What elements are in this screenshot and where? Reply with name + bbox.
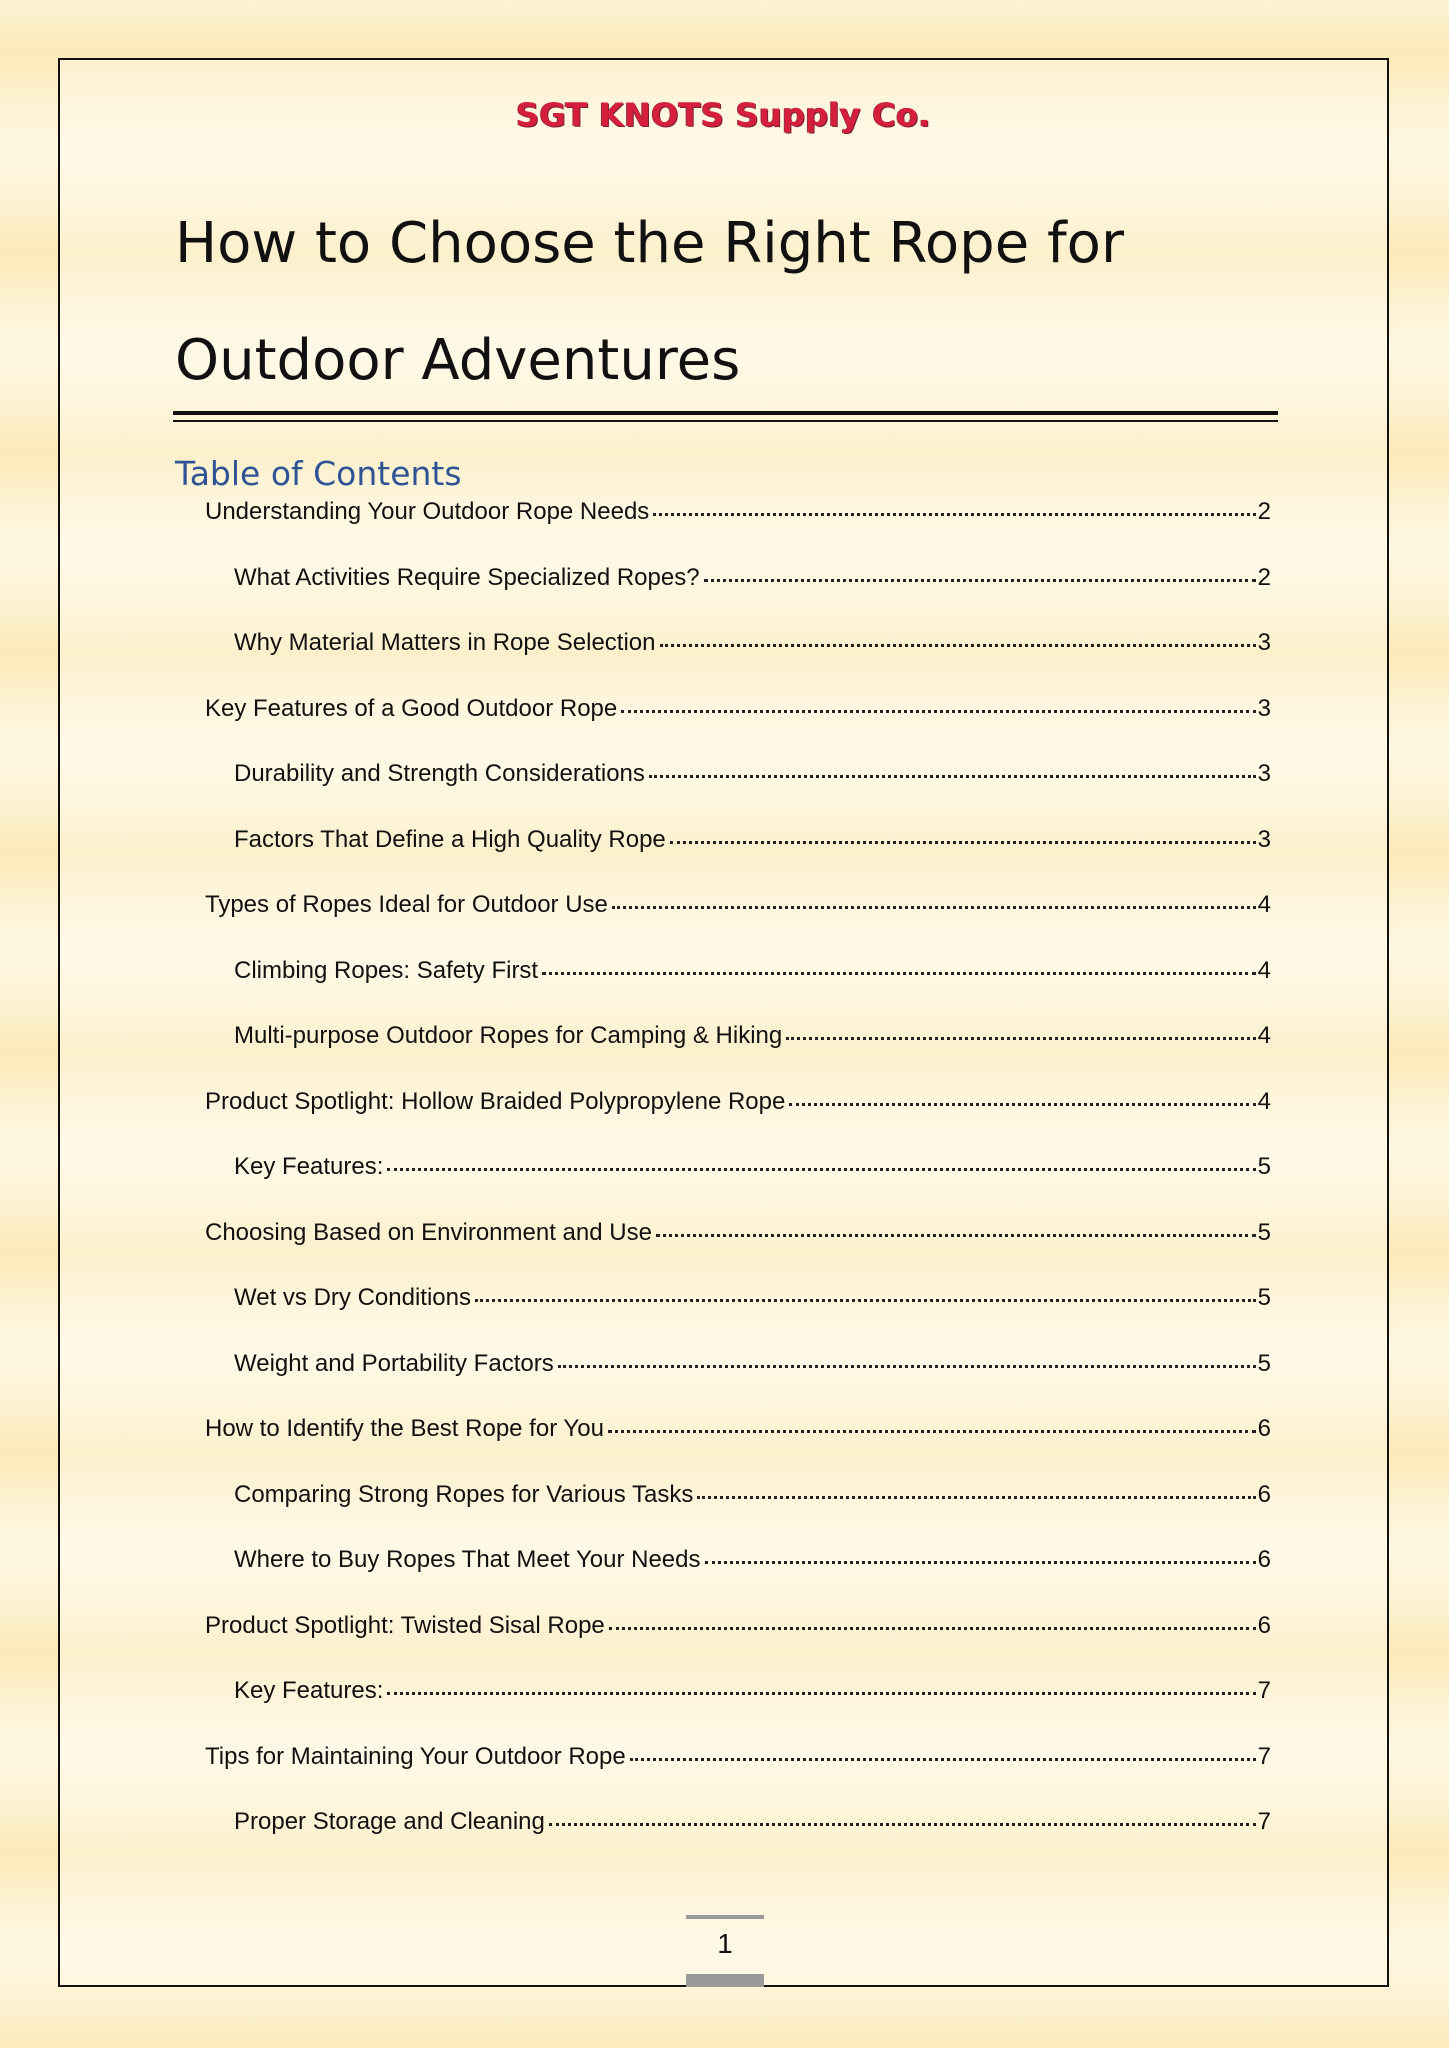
toc-entry-page: 5 [1257, 1218, 1271, 1246]
toc-entry[interactable] [205, 1086, 1271, 1126]
toc-dot-leader [697, 1476, 1255, 1499]
toc-entry-title: Key Features of a Good Outdoor Rope [205, 694, 618, 722]
toc-entry[interactable] [234, 627, 1271, 667]
toc-entry[interactable] [234, 758, 1271, 798]
toc-entry[interactable] [205, 1217, 1271, 1257]
footer-line [686, 1915, 764, 1919]
toc-entry-page: 4 [1257, 1022, 1271, 1049]
toc-entry-page: 5 [1257, 1153, 1271, 1180]
toc-dot-leader [542, 952, 1256, 975]
toc-entry-title: Understanding Your Outdoor Rope Needs [205, 498, 650, 525]
toc-entry[interactable] [234, 955, 1271, 995]
toc-dot-leader [660, 624, 1256, 647]
toc-entry[interactable] [234, 824, 1271, 864]
toc-entry[interactable] [205, 1610, 1271, 1650]
toc-entry-page: 2 [1257, 563, 1271, 591]
toc-entry-title: Factors That Define a High Quality Rope [234, 825, 666, 853]
toc-dot-leader [549, 1803, 1256, 1826]
toc-entry-title: Comparing Strong Ropes for Various Tasks [234, 1480, 694, 1508]
toc-dot-leader [612, 886, 1256, 909]
toc-dot-leader [475, 1279, 1256, 1302]
toc-entry-page: 3 [1257, 629, 1271, 656]
toc-entry-page: 6 [1257, 1611, 1271, 1639]
toc-entry-title: Weight and Portability Factors [234, 1349, 554, 1377]
toc-entry-title: Climbing Ropes: Safety First [234, 956, 539, 984]
toc-dot-leader [608, 1410, 1256, 1433]
toc-entry-title: Product Spotlight: Hollow Braided Polypropylene Rope [205, 1087, 786, 1115]
toc-dot-leader [789, 1083, 1255, 1106]
toc-entry-page: 7 [1257, 1677, 1271, 1704]
toc-entry-page: 3 [1257, 760, 1271, 787]
toc-entry-page: 7 [1257, 1808, 1271, 1835]
toc-entry[interactable] [234, 1348, 1271, 1388]
toc-entry[interactable] [205, 693, 1271, 733]
document-page [58, 58, 1389, 1987]
toc-entry[interactable] [234, 1479, 1271, 1519]
toc-dot-leader [705, 1541, 1256, 1564]
toc-entry-title: What Activities Require Specialized Ropes? [234, 563, 700, 591]
toc-dot-leader [786, 1017, 1255, 1040]
toc-entry[interactable] [234, 1151, 1271, 1191]
toc-entry-title: Product Spotlight: Twisted Sisal Rope [205, 1611, 605, 1639]
toc-entry-title: How to Identify the Best Rope for You [205, 1415, 604, 1442]
toc-entry-page: 5 [1257, 1349, 1271, 1377]
toc-entry-title: Proper Storage and Cleaning [234, 1808, 545, 1835]
toc-dot-leader [387, 1148, 1255, 1171]
toc-dot-leader [621, 690, 1255, 713]
toc-entry-page: 6 [1257, 1480, 1271, 1508]
toc-entry-page: 4 [1257, 1087, 1271, 1115]
toc-dot-leader [653, 493, 1255, 516]
page-number: 1 [717, 1928, 733, 1959]
toc-entry[interactable] [234, 1020, 1271, 1060]
toc-entry[interactable] [205, 889, 1271, 929]
toc-entry-title: Key Features: [234, 1677, 384, 1704]
toc-dot-leader [656, 1214, 1256, 1237]
toc-dot-leader [387, 1672, 1255, 1695]
toc-entry-page: 4 [1257, 956, 1271, 984]
toc-dot-leader [609, 1607, 1256, 1630]
toc-entry-title: Multi-purpose Outdoor Ropes for Camping & Hiking [234, 1022, 783, 1049]
toc-entry-title: Why Material Matters in Rope Selection [234, 629, 656, 656]
toc-dot-leader [670, 821, 1256, 844]
toc-entry[interactable] [205, 1741, 1271, 1781]
toc-entry-title: Tips for Maintaining Your Outdoor Rope [205, 1742, 626, 1770]
toc-entry-page: 6 [1257, 1546, 1271, 1573]
toc-dot-leader [649, 755, 1256, 778]
title-divider-thin [173, 420, 1278, 422]
toc-entry-title: Key Features: [234, 1153, 384, 1180]
toc-entry-title: Types of Ropes Ideal for Outdoor Use [205, 891, 608, 918]
toc-entry[interactable] [205, 496, 1271, 536]
toc-dot-leader [558, 1345, 1256, 1368]
toc-entry-title: Durability and Strength Considerations [234, 760, 645, 787]
toc-entry[interactable] [234, 1282, 1271, 1322]
toc-entry-page: 7 [1257, 1742, 1271, 1770]
toc-entry-title: Wet vs Dry Conditions [234, 1284, 471, 1311]
toc-entry[interactable] [234, 1675, 1271, 1715]
toc-entry[interactable] [234, 562, 1271, 602]
toc-entry-title: Where to Buy Ropes That Meet Your Needs [234, 1546, 701, 1573]
title-divider-thick [173, 411, 1278, 415]
toc-entry-title: Choosing Based on Environment and Use [205, 1218, 652, 1246]
toc-dot-leader [630, 1738, 1256, 1761]
document-title: How to Choose the Right Rope for Outdoor Adventures [175, 211, 1124, 393]
footer-bar [686, 1974, 764, 1987]
toc-entry[interactable] [234, 1806, 1271, 1846]
toc-entry-page: 3 [1257, 825, 1271, 853]
toc-entry[interactable] [234, 1544, 1271, 1584]
toc-entry-page: 4 [1257, 891, 1271, 918]
toc-entry-page: 6 [1257, 1415, 1271, 1442]
toc-entry-page: 2 [1257, 498, 1271, 525]
toc-dot-leader [704, 559, 1256, 582]
brand-header: SGT KNOTS Supply Co. [516, 96, 931, 134]
toc-entry-page: 5 [1257, 1284, 1271, 1311]
toc-heading: Table of Contents [175, 454, 462, 493]
toc-entry[interactable] [205, 1413, 1271, 1453]
toc-entry-page: 3 [1257, 694, 1271, 722]
